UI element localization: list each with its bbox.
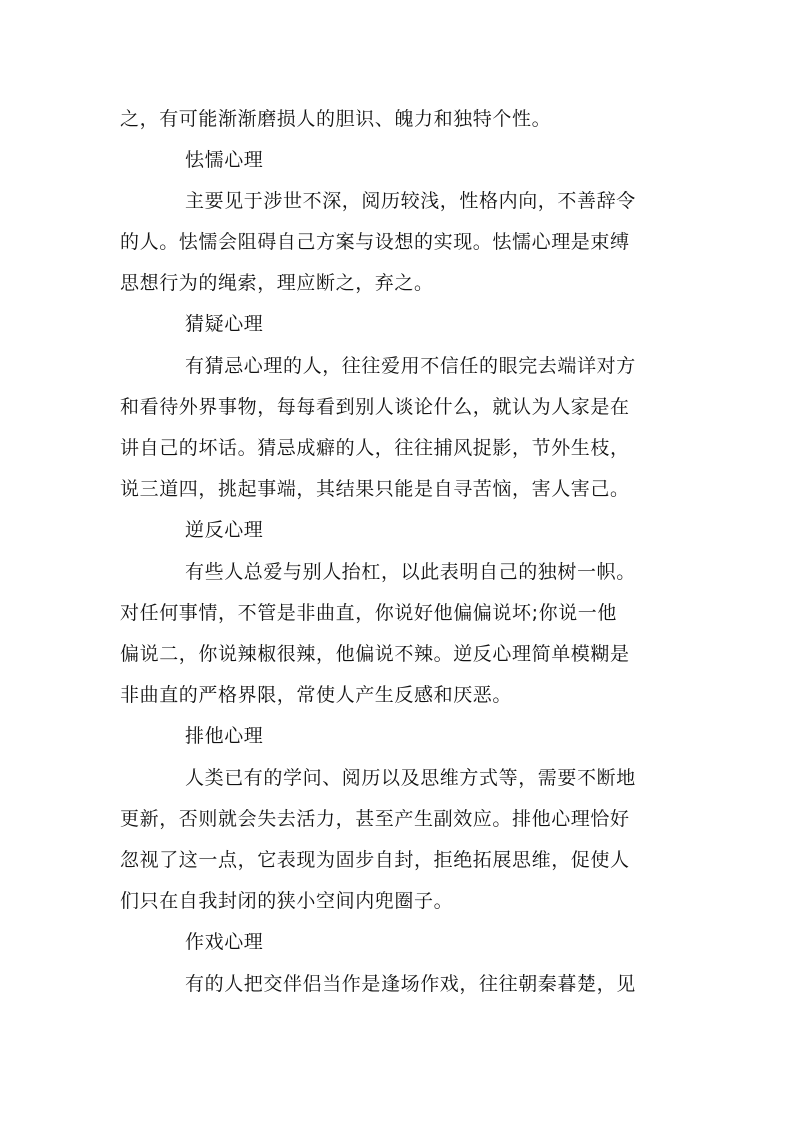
paragraph-line: 思想行为的绳索，理应断之，弃之。: [120, 272, 434, 294]
paragraph-line: 主要见于涉世不深，阅历较浅，性格内向，不善辞令: [185, 190, 636, 212]
section-heading-rebellion: 逆反心理: [185, 519, 264, 541]
paragraph-line: 偏说二，你说辣椒很辣，他偏说不辣。逆反心理简单模糊是: [120, 643, 630, 665]
paragraph-line: 们只在自我封闭的狭小空间内兜圈子。: [120, 890, 454, 912]
paragraph-line: 的人。怯懦会阻碍自己方案与设想的实现。怯懦心理是束缚: [120, 231, 630, 253]
paragraph-line: 说三道四，挑起事端，其结果只能是自寻苦恼，害人害己。: [120, 478, 630, 500]
section-heading-exclusion: 排他心理: [185, 725, 264, 747]
paragraph-line: 对任何事情，不管是非曲直，你说好他偏偏说坏;你说一他: [120, 602, 618, 624]
paragraph-line: 有猜忌心理的人，往往爱用不信任的眼完去端详对方: [185, 355, 636, 377]
paragraph-line: 有些人总爱与别人抬杠，以此表明自己的独树一帜。: [185, 561, 636, 583]
paragraph-line: 讲自己的坏话。猜忌成癖的人，往往捕风捉影，节外生枝，: [120, 437, 630, 459]
paragraph-line: 忽视了这一点，它表现为固步自封，拒绝拓展思维，促使人: [120, 849, 630, 871]
section-heading-timidity: 怯懦心理: [185, 149, 264, 171]
paragraph-line: 有的人把交伴侣当作是逢场作戏，往往朝秦暮楚，见: [185, 973, 636, 995]
paragraph-line: 之，有可能渐渐磨损人的胆识、魄力和独特个性。: [120, 108, 552, 130]
paragraph-line: 非曲直的严格界限，常使人产生反感和厌恶。: [120, 684, 513, 706]
section-heading-suspicion: 猜疑心理: [185, 313, 264, 335]
paragraph-line: 人类已有的学问、阅历以及思维方式等，需要不断地: [185, 767, 636, 789]
paragraph-line: 更新，否则就会失去活力，甚至产生副效应。排他心理恰好: [120, 808, 630, 830]
section-heading-playacting: 作戏心理: [185, 931, 264, 953]
paragraph-line: 和看待外界事物，每每看到别人谈论什么，就认为人家是在: [120, 396, 630, 418]
